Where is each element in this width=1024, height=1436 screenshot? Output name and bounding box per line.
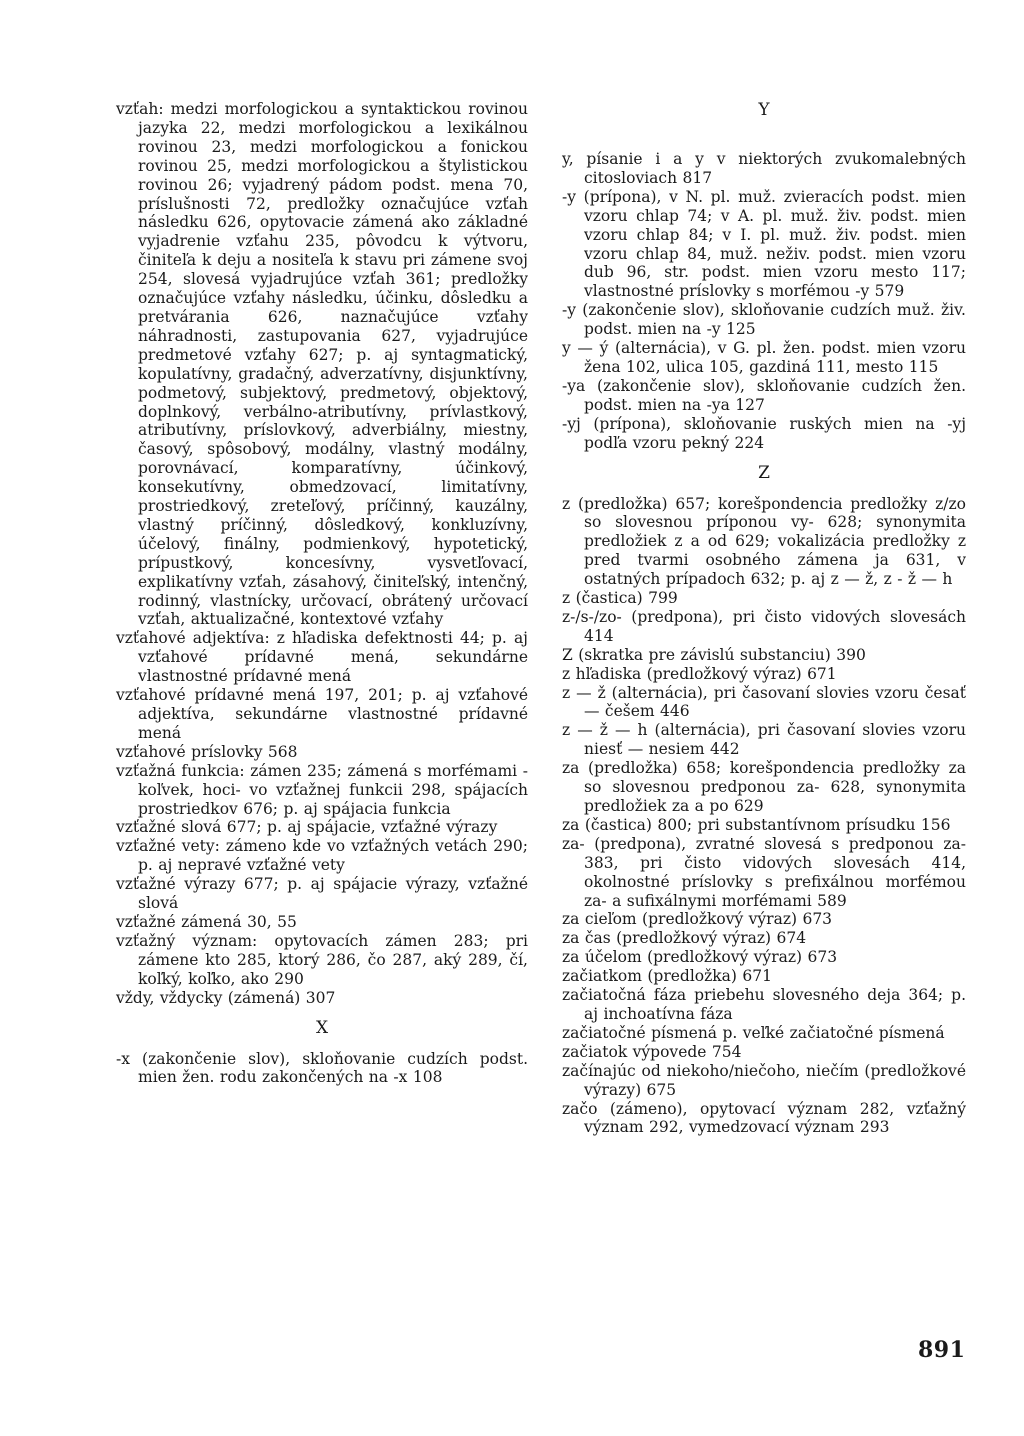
index-entry: za (predložka) 658; korešpondencia predložky za so slovesnou predponou za- 628, synonymita predložiek za a po 629 <box>562 759 966 815</box>
index-entry: -yj (prípona), skloňovanie ruských mien na -yj podľa vzoru pekný 224 <box>562 414 966 452</box>
index-entry: vždy, vždycky (zámená) 307 <box>116 988 336 1007</box>
index-entry: začínajúc od niekoho/niečoho, niečím (predložkové výrazy) 675 <box>562 1061 966 1099</box>
index-entry: začo (zámeno), opytovací význam 282, vzťažný význam 292, vymedzovací význam 293 <box>562 1099 966 1137</box>
index-entry: za účelom (predložkový výraz) 673 <box>562 948 838 967</box>
index-entry: vzťažný význam: opytovacích zámen 283; pri zámene kto 285, ktorý 286, čo 287, aký 289, čí, koľký, koľko, ako 290 <box>116 931 528 988</box>
index-entry: vzťažná funkcia: zámen 235; zámená s morfémami -koľvek, hoci- vo vzťažnej funkcii 298, spájacích prostriedkov 676; p. aj spájacia funkcia <box>116 761 528 818</box>
index-entry: y — ý (alternácia), v G. pl. žen. podst. mien vzoru žena 102, ulica 105, gazdiná 111, mesto 115 <box>562 339 966 376</box>
section-letter-heading: Z <box>758 462 770 483</box>
index-entry: vzťažné zámená 30, 55 <box>116 912 297 931</box>
index-entry: za (častica) 800; pri substantívnom prísudku 156 <box>562 815 951 834</box>
index-entry: vzťahové príslovky 568 <box>116 742 298 761</box>
index-entry: Z (skratka pre závislú substanciu) 390 <box>562 645 866 664</box>
right-column <box>562 100 966 1137</box>
index-entry: začiatočné písmená p. veľké začiatočné písmená <box>562 1023 945 1042</box>
index-entry: začiatok výpovede 754 <box>562 1042 742 1061</box>
index-entry: z-/s-/zo- (predpona), pri čisto vidových slovesách 414 <box>562 607 966 645</box>
index-entry: z hľadiska (predložkový výraz) 671 <box>562 664 837 683</box>
index-entry: z — ž (alternácia), pri časovaní slovies vzoru česať — češem 446 <box>562 683 966 721</box>
index-entry: vzťahové prídavné mená 197, 201; p. aj vzťahové adjektíva, sekundárne vlastnostné prídavné mená <box>116 686 528 742</box>
index-entry: za- (predpona), zvratné slovesá s predponou za- 383, pri čisto vidových slovesách 414, okolnostné príslovky s prefixálnou morfémou za- a sufixálnymi morfémami 589 <box>562 834 966 910</box>
page-number: 891 <box>918 1337 966 1363</box>
section-letter-heading: X <box>315 1017 329 1038</box>
index-entry: z (predložka) 657; korešpondencia predložky z/zo so slovesnou príponou vy- 628; synonymita predložiek z a od 629; vokalizácia predložky z pred tvarmi osobného zámena ja 631, v ostatných prípadoch 632; p. aj z — ž, z - ž — h <box>562 494 966 589</box>
index-entry: -ya (zakončenie slov), skloňovanie cudzích žen. podst. mien na -ya 127 <box>562 376 966 414</box>
index-entry: z — ž — h (alternácia), pri časovaní slovies vzoru niesť — nesiem 442 <box>562 721 966 759</box>
index-entry: -y (prípona), v N. pl. muž. zvieracích podst. mien vzoru chlap 74; v A. pl. muž. živ. podst. mien vzoru chlap 84; v I. pl. muž. živ. podst. mien vzoru chlap 84, muž. neživ. podst. mien vzoru dub 96, str. podst. mien vzoru mesto 117; vlastnostné príslovky s morfémou -y 579 <box>562 187 966 301</box>
index-entry: -y (zakončenie slov), skloňovanie cudzích muž. živ. podst. mien na -y 125 <box>562 301 966 339</box>
index-entry: za cieľom (predložkový výraz) 673 <box>562 910 833 929</box>
index-entry: za čas (predložkový výraz) 674 <box>562 929 807 948</box>
left-column <box>116 100 528 1087</box>
index-entry: vzťahové adjektíva: z hľadiska defektnosti 44; p. aj vzťahové prídavné mená, sekundárne vlastnostné prídavné mená <box>116 629 528 686</box>
section-letter-heading: Y <box>758 100 770 120</box>
index-entry: začiatočná fáza priebehu slovesného deja 364; p. aj inchoatívna fáza <box>562 986 966 1023</box>
index-entry: začiatkom (predložka) 671 <box>562 967 772 986</box>
index-entry: z (častica) 799 <box>562 589 678 608</box>
index-entry: y, písanie i a y v niektorých zvukomalebných citosloviach 817 <box>562 150 966 187</box>
index-entry: vzťažné vety: zámeno kde vo vzťažných vetách 290; p. aj nepravé vzťažné vety <box>116 837 528 875</box>
index-entry: -x (zakončenie slov), skloňovanie cudzích podst. mien žen. rodu zakončených na -x 108 <box>116 1049 528 1087</box>
index-entry: vzťažné slová 677; p. aj spájacie, vzťažné výrazy <box>116 818 498 837</box>
index-entry: vzťah: medzi morfologickou a syntaktickou rovinou jazyka 22, medzi morfologickou a lexikálnou rovinou 23, medzi morfologickou a fonickou rovinou 25, medzi morfologickou a štylistickou rovinou 26; vyjadrený pádom podst. mena 70, príslušnosti 72, predložky označujúce vzťah následku 626, opytovacie zámená ako základné vyjadrenie vzťahu 235, pôvodcu k výtvoru, činiteľa k deju a nositeľa k stavu pri zámene svoj 254, slovesá vyjadrujúce vzťah 361; predložky označujúce vzťahy následku, účinku, dôsledku a pretvárania 626, naznačujúce vzťahy náhradnosti, zastupovania 627, vyjadrujúce predmetové vzťahy 627; p. aj syntagmatický, kopulatívny, gradačný, adverzatívny, disjunktívny, podmetový, subjektový, predmetový, objektový, doplnkový, verbálno-atributívny, prívlastkový, atributívny, príslovkový, adverbiálny, miestny, časový, spôsobový, modálny, vlastný modálny, porovnávací, komparatívny, účinkový, konsekutívny, obmedzovací, limitatívny, prostriedkový, zreteľový, príčinný, kauzálny, vlastný príčinný, dôsledkový, konkluzívny, účelový, finálny, podmienkový, hypotetický, prípustkový, koncesívny, vysvetľovací, explikatívny vzťah, zásahový, činiteľský, intenčný, rodinný, vlastnícky, určovací, obrátený určovací vzťah, aktualizačné, kontextové vzťahy <box>116 100 528 629</box>
index-entry: vzťažné výrazy 677; p. aj spájacie výrazy, vzťažné slová <box>116 875 528 913</box>
